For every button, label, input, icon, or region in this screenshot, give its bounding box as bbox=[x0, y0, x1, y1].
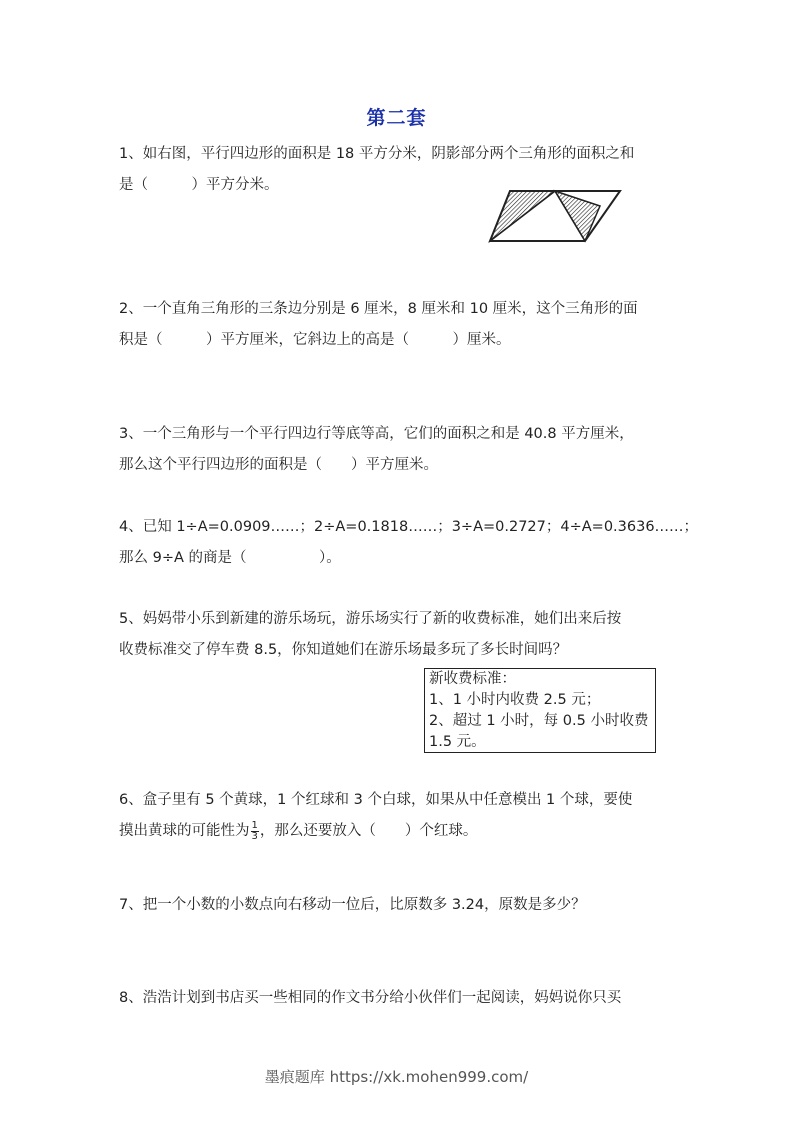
parallelogram-figure bbox=[485, 186, 625, 246]
question-3-line-1: 3、一个三角形与一个平行四边行等底等高，它们的面积之和是 40.8 平方厘米， bbox=[119, 426, 634, 442]
question-7 bbox=[119, 890, 675, 921]
question-6-line-2 bbox=[119, 816, 675, 847]
fee-box-line-4: 1.5 元。 bbox=[429, 734, 486, 750]
fraction bbox=[251, 821, 259, 842]
question-3 bbox=[119, 419, 675, 481]
question-2 bbox=[119, 294, 675, 356]
question-4-line-1: 4、已知 1÷A=0.0909……；2÷A=0.1818……；3÷A=0.2727；4÷A=0.3636……； bbox=[119, 519, 699, 535]
question-4-line-2: 那么 9÷A 的商是（ ）。 bbox=[119, 550, 341, 566]
question-5 bbox=[119, 604, 675, 666]
question-6-text-after: ，那么还要放入（ ）个红球。 bbox=[259, 823, 478, 839]
question-6-line-1: 6、盒子里有 5 个黄球，1 个红球和 3 个白球，如果从中任意模出 1 个球，要使 bbox=[119, 792, 633, 808]
question-4 bbox=[119, 512, 699, 574]
question-5-line-1: 5、妈妈带小乐到新建的游乐场玩，游乐场实行了新的收费标准，她们出来后按 bbox=[119, 611, 622, 627]
fraction-numerator: 1 bbox=[251, 819, 258, 831]
question-6-text-before: 摸出黄球的可能性为 bbox=[119, 823, 250, 839]
fee-standard-box bbox=[424, 668, 656, 753]
question-2-line-2: 积是（ ）平方厘米，它斜边上的高是（ ）厘米。 bbox=[119, 332, 511, 348]
fee-box-line-1: 新收费标准： bbox=[429, 671, 516, 687]
question-7-line-1: 7、把一个小数的小数点向右移动一位后，比原数多 3.24，原数是多少？ bbox=[119, 897, 586, 913]
page-title: 第二套 bbox=[366, 107, 427, 129]
question-1-line-2: 是（ ）平方分米。 bbox=[119, 177, 279, 193]
question-3-line-2: 那么这个平行四边形的面积是（ ）平方厘米。 bbox=[119, 457, 438, 473]
question-2-line-1: 2、一个直角三角形的三条边分别是 6 厘米，8 厘米和 10 厘米，这个三角形的面 bbox=[119, 301, 638, 317]
fee-box-line-3: 2、超过 1 小时，每 0.5 小时收费 bbox=[429, 713, 649, 729]
question-6 bbox=[119, 785, 675, 847]
question-1-line-1: 1、如右图，平行四边形的面积是 18 平方分米，阴影部分两个三角形的面积之和 bbox=[119, 146, 635, 162]
footer-watermark: 墨痕题库 https://xk.mohen999.com/ bbox=[264, 1068, 529, 1086]
fraction-denominator: 3 bbox=[251, 830, 258, 842]
fee-box-line-2: 1、1 小时内收费 2.5 元； bbox=[429, 692, 601, 708]
question-8-line-1: 8、浩浩计划到书店买一些相同的作文书分给小伙伴们一起阅读，妈妈说你只买 bbox=[119, 990, 622, 1006]
shaded-triangle-right bbox=[555, 191, 600, 241]
question-5-line-2: 收费标准交了停车费 8.5，你知道她们在游乐场最多玩了多长时间吗？ bbox=[119, 642, 568, 658]
question-8 bbox=[119, 983, 675, 1014]
